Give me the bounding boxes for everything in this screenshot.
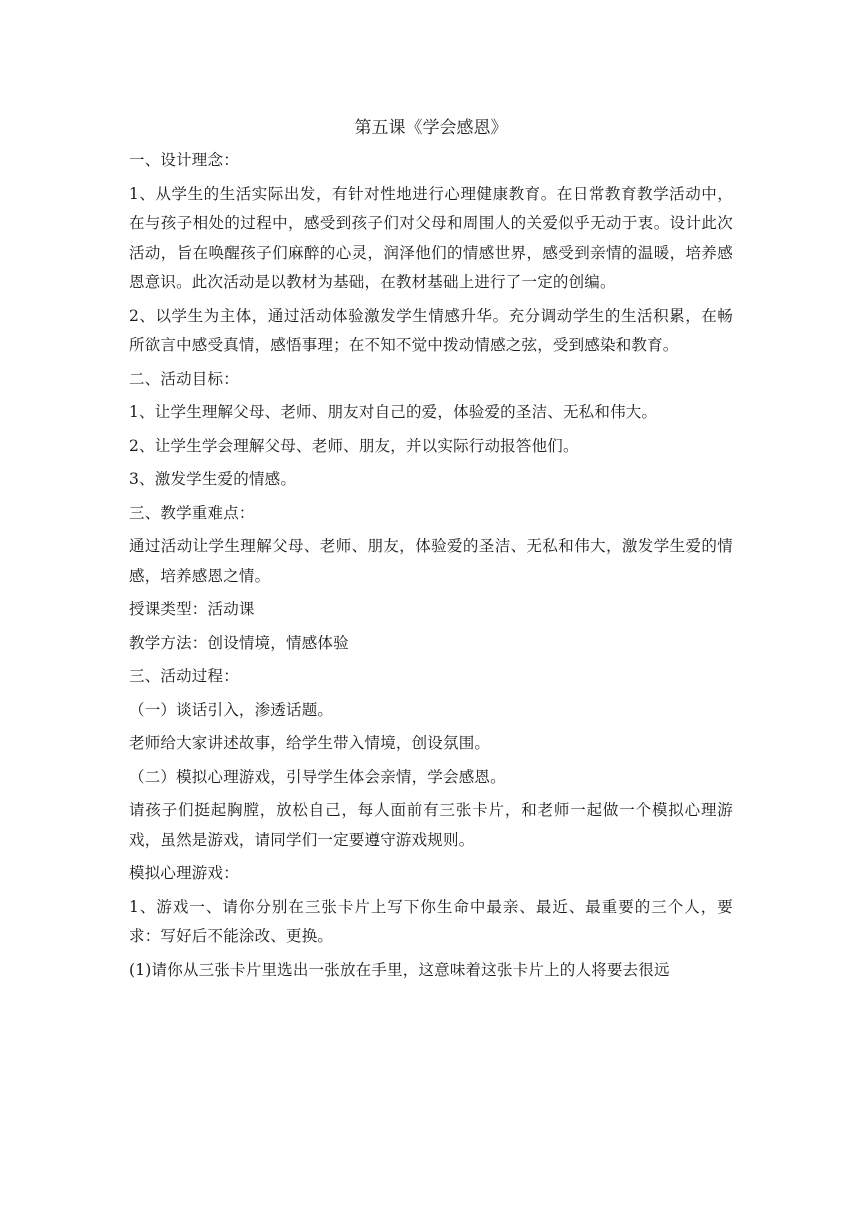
list-item: 2、让学生学会理解父母、老师、朋友，并以实际行动报答他们。 xyxy=(129,436,579,455)
paragraph: 通过活动让学生理解父母、老师、朋友，体验爱的圣洁、无私和伟大，激发学生爱的情感，培养感恩之情。 xyxy=(129,537,733,585)
paragraph: 老师给大家讲述故事，给学生带入情境，创设氛围。 xyxy=(129,734,491,752)
paragraph: 1、游戏一、请你分别在三张卡片上写下你生命中最亲、最近、最重要的三个人，要求：写好后不能涂改、更换。 xyxy=(129,897,733,945)
list-item: 1、让学生理解父母、老师、朋友对自己的爱，体验爱的圣洁、无私和伟大。 xyxy=(129,403,658,421)
paragraph: 1、从学生的生活实际出发，有针对性地进行心理健康教育。在日常教育教学活动中，在与孩子相处的过程中，感受到孩子们对父母和周围人的关爱似乎无动于衷。设计此次活动，旨在唤醒孩子们麻醉的心灵，润泽他们的情感世界，感受到亲情的温暖，培养感恩意识。此次活动是以教材为基础，在教材基础上进行了一定的创编。 xyxy=(129,184,733,291)
subsection-heading: （一）谈话引入，渗透话题。 xyxy=(129,700,334,719)
subsection-heading: （二）模拟心理游戏，引导学生体会亲情，学会感恩。 xyxy=(129,767,506,786)
section-heading-design-concept: 一、设计理念： xyxy=(129,151,239,169)
section-heading-key-points: 三、教学重难点： xyxy=(129,503,255,522)
paragraph: 2、以学生为主体，通过活动体验激发学生情感升华。充分调动学生的生活积累，在畅所欲言中感受真情，感悟事理；在不知不觉中拨动情感之弦，受到感染和教育。 xyxy=(129,306,733,354)
paragraph: 请孩子们挺起胸膛，放松自己，每人面前有三张卡片，和老师一起做一个模拟心理游戏，虽然是游戏，请同学们一定要遵守游戏规则。 xyxy=(129,801,733,849)
section-heading-process: 三、活动过程： xyxy=(129,667,239,685)
teaching-method: 教学方法：创设情境，情感体验 xyxy=(129,633,349,652)
lesson-type: 授课类型：活动课 xyxy=(129,600,255,618)
list-item: 3、激发学生爱的情感。 xyxy=(129,470,297,488)
section-heading-objectives: 二、活动目标： xyxy=(129,369,239,388)
document-page xyxy=(129,114,733,985)
paragraph: (1)请你从三张卡片里选出一张放在手里，这意味着这张卡片上的人将要去很远 xyxy=(129,960,670,979)
paragraph: 模拟心理游戏： xyxy=(129,864,239,882)
document-title: 第五课《学会感恩》 xyxy=(354,118,508,138)
